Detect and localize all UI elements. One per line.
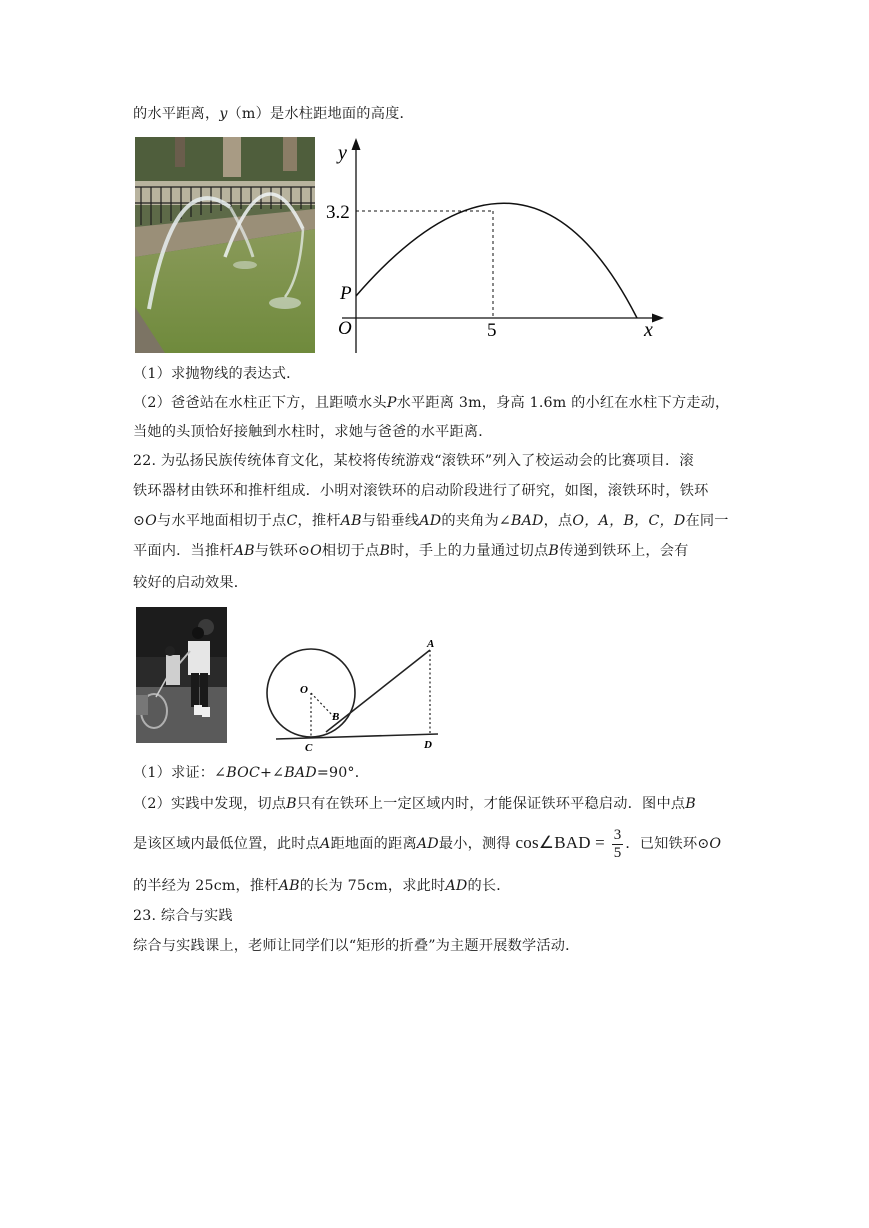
- q22-part2-text: 距地面的距离: [330, 836, 417, 852]
- segment-ad: AD: [445, 878, 468, 894]
- vertex-y-tick: 3.2: [326, 202, 350, 223]
- angle-boc: BOC: [226, 765, 261, 781]
- q22-line4: [133, 541, 689, 561]
- q22-o: O: [145, 513, 157, 529]
- var-y: y: [219, 106, 228, 122]
- fountain-photo: [135, 137, 315, 353]
- parabola-curve: [356, 203, 637, 318]
- label-a: A: [427, 638, 435, 650]
- q22-part2-text: ．已知铁环⊙: [625, 836, 710, 852]
- q22-part2-text: 的半经为 25cm，推杆: [133, 878, 279, 894]
- q22-line5: 较好的启动效果．: [133, 575, 249, 591]
- q22-part2-line3: [133, 876, 511, 896]
- q22-line2: 铁环器材由铁环和推杆组成．小明对滚铁环的启动阶段进行了研究，如图，滚铁环时，铁环: [133, 483, 709, 499]
- label-d: D: [424, 739, 432, 751]
- q22-b: B: [548, 543, 560, 559]
- q22-part2-text: 最小，测得: [438, 836, 511, 852]
- x-axis-label: x: [644, 319, 653, 341]
- y-axis-label: y: [338, 142, 347, 164]
- q22-part1-text: +∠: [260, 765, 285, 781]
- q21-point-p: P: [386, 395, 397, 411]
- q22-text: 平面内．当推杆: [133, 543, 234, 559]
- intro-text: 的水平距离，: [133, 106, 220, 122]
- q22-text: 传递到铁环上，会有: [559, 543, 689, 559]
- angle-bad: BAD: [284, 765, 317, 781]
- q22-text: 的夹角为∠: [441, 513, 511, 529]
- q22-part2-text: （2）实践中发现，切点: [133, 796, 287, 812]
- circle-symbol: ⊙: [133, 513, 146, 529]
- intro-text-end: （m）是水柱距地面的高度．: [227, 106, 414, 122]
- q22-line1: 22. 为弘扬民族传统体育文化，某校将传统游戏“滚铁环”列入了校运动会的比赛项目．滚: [133, 453, 694, 469]
- q22-part2-text: 的长．: [467, 878, 511, 894]
- segment-ad: AD: [416, 836, 439, 852]
- q22-part2-line2: [133, 826, 721, 862]
- intro-line: [133, 104, 414, 124]
- q22-text: 在同一: [685, 513, 729, 529]
- q22-text: ，点: [543, 513, 573, 529]
- parabola-graph: [322, 135, 672, 360]
- q21-part2-text: （2）爸爸站在水柱正下方，且距喷水头: [133, 395, 387, 411]
- origin-label: O: [338, 318, 352, 339]
- q22-part1-text: =90°．: [316, 765, 370, 781]
- q22-text: 与铅垂线: [361, 513, 420, 529]
- q22-text: 时，手上的力量通过切点: [390, 543, 549, 559]
- q22-ad: AD: [419, 513, 442, 529]
- q22-text: ，推杆: [297, 513, 341, 529]
- q22-part1: [133, 763, 369, 783]
- q21-part2-text-b: 水平距离 3m，身高 1.6m 的小红在水柱下方走动，: [396, 395, 730, 411]
- circle-o: O: [709, 836, 722, 852]
- q21-part1: （1）求抛物线的表达式．: [133, 366, 301, 382]
- q22-part2-text: 是该区域内最低位置，此时点: [133, 836, 321, 852]
- point-b: B: [685, 796, 696, 812]
- q21-part2-line2: 当她的头顶恰好接触到水柱时，求她与爸爸的水平距离．: [133, 424, 493, 440]
- q23-intro: 综合与实践课上，老师让同学们以“矩形的折叠”为主题开展数学活动．: [133, 938, 580, 954]
- vertex-x-tick: 5: [487, 320, 497, 341]
- point-a: A: [320, 836, 331, 852]
- y-axis-arrow: [352, 138, 361, 150]
- cos-expression: cos∠BAD =: [515, 833, 605, 852]
- q22-ab: AB: [233, 543, 255, 559]
- q22-text: 与水平地面相切于点: [156, 513, 287, 529]
- q22-text: 相切于点: [321, 543, 380, 559]
- label-b: B: [332, 711, 340, 723]
- fraction-numerator: 3: [613, 826, 622, 843]
- q22-c: C: [286, 513, 298, 529]
- fraction-denominator: 5: [613, 844, 622, 861]
- label-o: O: [300, 684, 308, 696]
- q22-part1-text: （1）求证：∠: [133, 765, 227, 781]
- q22-part2-text: 只有在铁环上一定区域内时，才能保证铁环平稳启动．图中点: [296, 796, 686, 812]
- q22-line3: [133, 511, 729, 531]
- q23-title: 23. 综合与实践: [133, 908, 233, 924]
- fraction: [612, 827, 624, 862]
- x-axis-arrow: [652, 314, 664, 323]
- q21-part2: [133, 393, 729, 413]
- point-b: B: [286, 796, 297, 812]
- hoop-diagram: [262, 628, 452, 758]
- q22-bad: BAD: [510, 513, 544, 529]
- radius-ob: [311, 693, 334, 717]
- q22-part2-line1: [133, 794, 696, 814]
- label-c: C: [305, 742, 313, 754]
- q22-text: 与铁环⊙: [254, 543, 311, 559]
- q22-ab: AB: [340, 513, 362, 529]
- hoop-image: [136, 607, 227, 743]
- q22-o: O: [310, 543, 322, 559]
- q22-points: O，A，B，C，D: [572, 513, 686, 529]
- q22-part2-text: 的长为 75cm，求此时: [299, 878, 446, 894]
- fountain-image: [135, 137, 315, 353]
- segment-ab: AB: [278, 878, 300, 894]
- point-p-label: P: [340, 283, 352, 304]
- q22-b: B: [379, 543, 391, 559]
- hoop-rolling-photo: [136, 607, 227, 743]
